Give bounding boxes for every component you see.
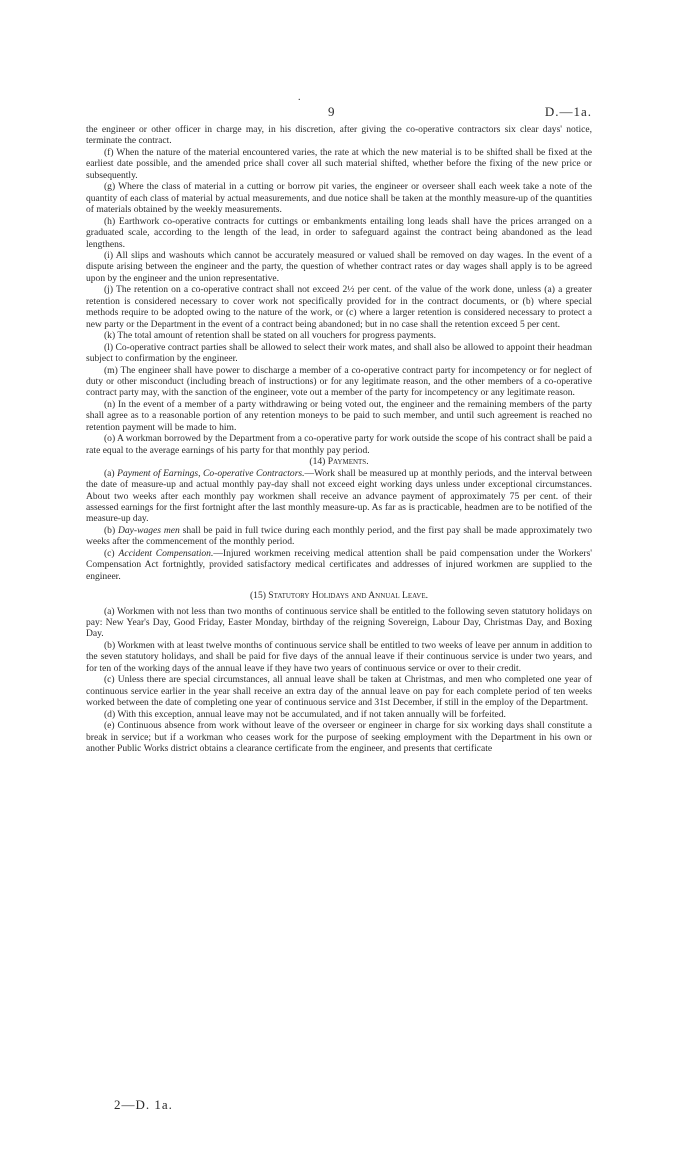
- clause-n: (n) In the event of a member of a party withdrawing or being voted out, the engineer and the remaining members of the party shall agree as to a reasonable portion of any retention moneys to be paid to such member, and until such agreement is reached no retention payment will be made to him.: [86, 398, 592, 433]
- payment-clause-14c: [86, 548, 592, 582]
- clause-text: —Injured workmen receiving medical attention shall be paid compensation under the Workers' Compensation Act fortnightly, provided satisfactory medical certificates and addresses of injured workmen are supplied to the engineer.: [86, 547, 593, 582]
- clause-k: (k) The total amount of retention shall be stated on all vouchers for progress payments.: [104, 330, 437, 342]
- clause-h: (h) Earthwork co-operative contracts for cuttings or embankments entailing long leads shall have the prices arranged on a graduated scale, according to the length of the lead, in order to safeguard against the contract being abandoned as the lead lengthens.: [86, 215, 592, 250]
- clause-prefix: (c): [104, 547, 119, 559]
- section-14-payments: [86, 468, 592, 583]
- clause-j: (j) The retention on a co-operative contract shall not exceed 2½ per cent. of the value of the work done, unless (a) a greater retention is considered necessary to cover work not specifically provided for in the contract documents, or (b) where special methods require to be adopted owing to the nature of the work, or (c) where a larger retention is considered necessary to protect a new party or the Department in the event of a contract being abandoned; but in no case shall the retention exceed 5 per cent.: [86, 284, 592, 330]
- clause-o: (o) A workman borrowed by the Department from a co-operative party for work outside the scope of his contract shall be paid a rate equal to the average earnings of his party for that monthly pay period.: [86, 433, 592, 456]
- clause-prefix: (b): [104, 524, 119, 536]
- document-reference: D.—1a.: [544, 104, 592, 119]
- payment-clause-14a: [86, 468, 592, 525]
- clauses-before-section-14: [86, 124, 592, 456]
- leave-clause-15d: (d) With this exception, annual leave may not be accumulated, and if not taken annually will be forfeited.: [104, 708, 506, 720]
- leave-clause-15a: (a) Workmen with not less than two months of continuous service shall be entitled to the following seven statutory holidays on pay: New Year's Day, Good Friday, Easter Monday, birthday of the reigning Sovereign, Labour Day, Christmas Day, and Boxing Day.: [86, 605, 592, 640]
- clause-text: shall be paid in full twice during each monthly period, and the first pay shall be made approximately two weeks after the commencement of the monthly period.: [86, 524, 592, 548]
- section-heading-holidays: (15) Statutory Holidays and Annual Leave.: [250, 590, 428, 602]
- clause-title: Payment of Earnings, Co-operative Contractors.: [117, 467, 305, 479]
- clause-g: (g) Where the class of material in a cutting or borrow pit varies, the engineer or overseer shall each week take a note of the quantity of each class of material by actual measurements, and due notice shall be taken at the monthly measure-up of the quantities of materials obtained by the weekly measurements.: [86, 181, 592, 216]
- leave-clause-15c: (c) Unless there are special circumstances, all annual leave shall be taken at Christmas, and men who completed one year of continuous service earlier in the year shall receive an extra day of the annual leave on pay for each complete period of ten weeks worked between the date of completing one year of continuous service and 31st December, if still in the employ of the Department.: [86, 674, 592, 709]
- leave-clause-15b: (b) Workmen with at least twelve months of continuous service shall be entitled to two weeks of leave per annum in addition to the seven statutory holidays, and shall be paid for five days of the annual leave if their continuous service is under two years, and for ten of the working days of the annual leave if they have two years of continuous service or over to their credit.: [86, 639, 592, 674]
- document-body: [86, 124, 592, 754]
- section-heading-payments: (14) Payments.: [309, 456, 369, 468]
- leave-clause-15e: (e) Continuous absence from work without leave of the overseer or engineer in charge for six working days shall constitute a break in service; but if a workman who ceases work for the purpose of seeking employment with the Department in his own or another Public Works district obtains a clearance certificate from the engineer, and presents that certificate: [86, 720, 592, 755]
- clause-i: (i) All slips and washouts which cannot be accurately measured or valued shall be removed on day wages. In the event of a dispute arising between the engineer and the party, the question of whether contract rates or day wages shall apply is to be agreed upon by the engineer and the union representative.: [86, 249, 592, 284]
- page-header: [86, 104, 592, 124]
- clause-title: Day-wages men: [118, 524, 180, 536]
- section-15-holidays: [86, 606, 592, 755]
- clause-m: (m) The engineer shall have power to discharge a member of a co-operative contract party for incompetency or for neglect of duty or other misconduct (including breach of instructions) or for any legitimate reason, and the other members of a co-operative contract party may, with the sanction of the engineer, vote out a member of the party for incompetency or any legitimate reason.: [86, 364, 592, 399]
- clause-text: —Work shall be measured up at monthly periods, and the interval between the date of measure-up and actual monthly pay-day shall not exceed eight working days unless under exceptional circumstances. About two weeks after each monthly pay workmen shall receive an advance payment of approximately 75 per cent. of their assessed earnings for the first fortnight after the last monthly measure-up. As far as is practicable, headmen are to be notified of the measure-up day.: [86, 467, 592, 525]
- clause-title: Accident Compensation.: [118, 547, 214, 559]
- page-mark: .: [298, 92, 301, 103]
- page-number: 9: [328, 104, 335, 119]
- clause-prefix: (a): [104, 467, 118, 479]
- clause-f: (f) When the nature of the material encountered varies, the rate at which the new material is to be shifted shall be fixed at the earliest date possible, and the amended price shall cover all such material shifted, whether before the fixing of the new price or subsequently.: [86, 146, 592, 181]
- clause-p0: the engineer or other officer in charge may, in his discretion, after giving the co-operative contractors six clear days' notice, terminate the contract.: [86, 124, 592, 147]
- signature-mark: 2—D. 1a.: [114, 1097, 173, 1112]
- payment-clause-14b: [86, 525, 592, 548]
- clause-l: (l) Co-operative contract parties shall be allowed to select their work mates, and shall also be allowed to appoint their headman subject to confirmation by the engineer.: [86, 341, 592, 365]
